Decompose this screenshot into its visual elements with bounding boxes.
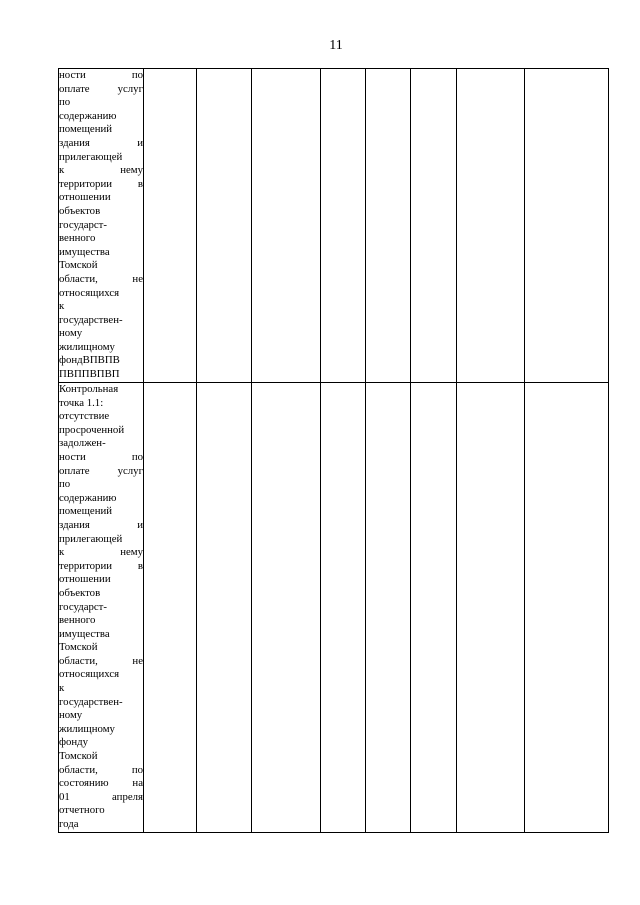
text-line: ному bbox=[59, 709, 83, 722]
text-line: отчетного bbox=[59, 804, 105, 817]
text-line bbox=[59, 69, 143, 83]
table-row bbox=[59, 383, 609, 833]
empty-cell bbox=[144, 69, 197, 383]
text-word: состоянию bbox=[59, 777, 109, 790]
empty-cell bbox=[457, 69, 525, 383]
empty-cell bbox=[252, 69, 321, 383]
text-word: области, bbox=[59, 654, 98, 667]
empty-cell bbox=[252, 383, 321, 833]
text-line bbox=[59, 655, 143, 669]
text-word: в bbox=[137, 177, 143, 190]
text-line bbox=[59, 546, 143, 560]
empty-cell bbox=[457, 383, 525, 833]
text-line: фондВПВПВ bbox=[59, 354, 120, 367]
text-word: территории bbox=[59, 177, 113, 190]
text-line: относящихся bbox=[59, 668, 120, 681]
text-line: государст- bbox=[59, 218, 107, 231]
text-line: просроченной bbox=[59, 423, 125, 436]
text-word: к bbox=[59, 164, 65, 177]
text-line: по bbox=[59, 478, 71, 491]
text-line: Томской bbox=[59, 641, 98, 654]
text-word: услуг bbox=[117, 464, 143, 477]
text-line: задолжен- bbox=[59, 437, 106, 450]
text-line: года bbox=[59, 818, 79, 830]
text-word: 01 bbox=[59, 790, 70, 803]
text-line bbox=[59, 273, 143, 287]
text-line: помещений bbox=[59, 123, 113, 136]
text-line bbox=[59, 164, 143, 178]
text-line: ному bbox=[59, 327, 83, 340]
text-line bbox=[59, 451, 143, 465]
text-line: отношении bbox=[59, 191, 111, 204]
empty-cell bbox=[411, 383, 457, 833]
text-line: имущества bbox=[59, 627, 110, 640]
text-word: в bbox=[137, 559, 143, 572]
text-line: государствен- bbox=[59, 695, 123, 708]
text-line bbox=[59, 465, 143, 479]
text-line bbox=[59, 560, 143, 574]
empty-cell bbox=[197, 383, 252, 833]
text-line: фонду bbox=[59, 736, 89, 749]
text-word: области, bbox=[59, 272, 98, 285]
text-word: области, bbox=[59, 763, 98, 776]
empty-cell bbox=[321, 383, 366, 833]
empty-cell bbox=[366, 69, 411, 383]
text-line: венного bbox=[59, 232, 96, 245]
text-line: точка 1.1: bbox=[59, 396, 104, 409]
text-line: отсутствие bbox=[59, 410, 110, 423]
text-word: нему bbox=[120, 546, 143, 559]
description-text bbox=[59, 69, 143, 382]
text-line bbox=[59, 764, 143, 778]
text-line: к bbox=[59, 300, 65, 313]
text-word: не bbox=[132, 272, 143, 285]
empty-cell bbox=[366, 383, 411, 833]
text-word: здания bbox=[59, 136, 90, 149]
empty-cell bbox=[144, 383, 197, 833]
text-word: апреля bbox=[112, 790, 143, 803]
text-line: Томской bbox=[59, 750, 98, 763]
text-word: оплате bbox=[59, 82, 90, 95]
text-line: Контрольная bbox=[59, 383, 119, 395]
text-word: нему bbox=[120, 164, 143, 177]
description-text bbox=[59, 383, 143, 832]
text-word: не bbox=[132, 654, 143, 667]
text-line: к bbox=[59, 682, 65, 695]
text-line bbox=[59, 83, 143, 97]
empty-cell bbox=[321, 69, 366, 383]
text-line: ПВППВПВП bbox=[59, 368, 120, 381]
text-line bbox=[59, 777, 143, 791]
text-word: услуг bbox=[117, 82, 143, 95]
text-word: на bbox=[132, 777, 143, 790]
text-word: и bbox=[137, 518, 143, 531]
text-line bbox=[59, 178, 143, 192]
empty-cell bbox=[525, 383, 609, 833]
empty-cell bbox=[411, 69, 457, 383]
text-line: прилегающей bbox=[59, 532, 123, 545]
text-word: к bbox=[59, 546, 65, 559]
text-line: помещений bbox=[59, 505, 113, 518]
text-line: объектов bbox=[59, 586, 101, 599]
text-line: жилищному bbox=[59, 340, 115, 353]
text-line: государствен- bbox=[59, 313, 123, 326]
text-line: по bbox=[59, 96, 71, 109]
text-line bbox=[59, 519, 143, 533]
text-line: содержанию bbox=[59, 109, 117, 122]
table-row bbox=[59, 69, 609, 383]
text-word: здания bbox=[59, 518, 90, 531]
text-line: жилищному bbox=[59, 722, 115, 735]
empty-cell bbox=[197, 69, 252, 383]
text-word: и bbox=[137, 136, 143, 149]
text-line: государст- bbox=[59, 600, 107, 613]
text-word: оплате bbox=[59, 464, 90, 477]
text-word: по bbox=[131, 69, 143, 81]
text-line bbox=[59, 137, 143, 151]
text-word: по bbox=[131, 763, 143, 776]
empty-cell bbox=[525, 69, 609, 383]
text-line: имущества bbox=[59, 245, 110, 258]
text-line: Томской bbox=[59, 259, 98, 272]
description-cell bbox=[59, 69, 144, 383]
text-line: содержанию bbox=[59, 491, 117, 504]
text-line: объектов bbox=[59, 204, 101, 217]
page-number: 11 bbox=[329, 38, 343, 53]
report-table bbox=[58, 68, 609, 833]
text-line: венного bbox=[59, 614, 96, 627]
text-word: территории bbox=[59, 559, 113, 572]
text-word: ности bbox=[59, 69, 86, 81]
text-line: отношении bbox=[59, 573, 111, 586]
text-word: ности bbox=[59, 450, 86, 463]
text-line: относящихся bbox=[59, 286, 120, 299]
description-cell bbox=[59, 383, 144, 833]
text-line bbox=[59, 791, 143, 805]
text-word: по bbox=[131, 450, 143, 463]
text-line: прилегающей bbox=[59, 150, 123, 163]
